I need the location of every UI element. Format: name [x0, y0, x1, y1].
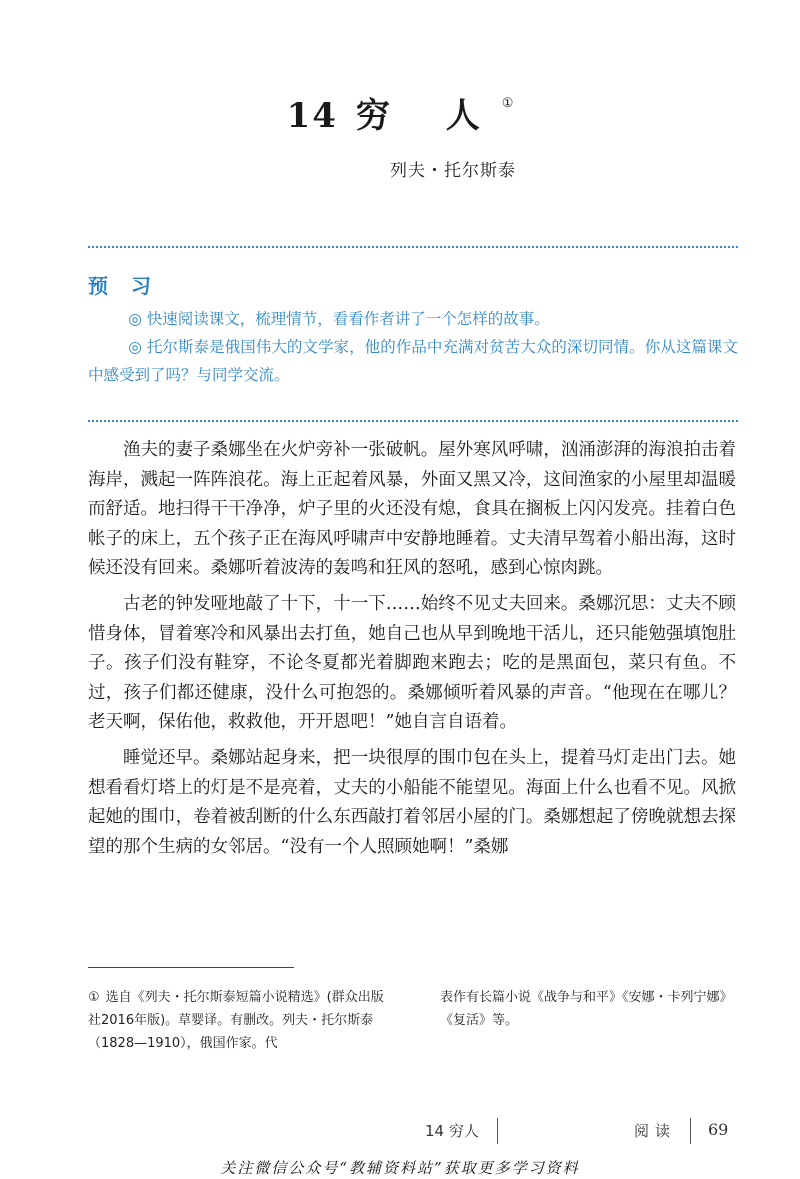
footer-section: 阅读	[634, 1122, 677, 1140]
title-footnote-mark: ①	[501, 96, 514, 111]
body-paragraph-1: 渔夫的妻子桑娜坐在火炉旁补一张破帆。屋外寒风呼啸，汹涌澎湃的海浪拍击着海岸，溅起一阵阵浪花。海上正起着风暴，外面又黑又冷，这间渔家的小屋里却温暖而舒适。地扫得干干净净，炉子里的火还没有熄，食具在搁板上闪闪发亮。挂着白色帐子的床上，五个孩子正在海风呼啸声中安静地睡着。丈夫清早驾着小船出海，这时候还没有回来。桑娜听着波涛的轰鸣和狂风的怒吼，感到心惊肉跳。	[88, 440, 736, 579]
footnote-left-text: 选自《列夫・托尔斯泰短篇小说精选》(群众出版社2016年版)。草婴译。有删改。列夫・托尔斯泰（1828—1910），俄国作家。代	[88, 990, 384, 1051]
footnote-mark: ①	[88, 990, 100, 1005]
preview-top-divider	[88, 246, 738, 248]
preview-bottom-divider	[88, 420, 738, 422]
lesson-body	[88, 436, 736, 868]
preview-item-1: ◎ 快速阅读课文，梳理情节，看看作者讲了一个怎样的故事。	[128, 310, 550, 328]
body-paragraph-2: 古老的钟发哑地敲了十下，十一下……始终不见丈夫回来。桑娜沉思：丈夫不顾惜身体，冒着寒冷和风暴出去打鱼，她自己也从早到晚地干活儿，还只能勉强填饱肚子。孩子们没有鞋穿，不论冬夏都光着脚跑来跑去；吃的是黑面包，菜只有鱼。不过，孩子们都还健康，没什么可抱怨的。桑娜倾听着风暴的声音。“他现在在哪儿？老天啊，保佑他，救救他，开开恩吧！”她自言自语着。	[88, 593, 736, 733]
footnote-left-column	[88, 986, 384, 1055]
footnote-right-column: 表作有长篇小说《战争与和平》《安娜・卡列宁娜》《复活》等。	[440, 990, 733, 1028]
lesson-title	[0, 88, 800, 137]
footnote-rule	[88, 967, 294, 968]
author-name: 列夫・托尔斯泰	[390, 161, 516, 181]
preview-heading: 预 习	[88, 274, 159, 298]
preview-item-2: ◎ 托尔斯泰是俄国伟大的文学家，他的作品中充满对贫苦大众的深切同情。你从这篇课文中感受到了吗？与同学交流。	[88, 338, 738, 384]
lesson-number: 14	[286, 96, 338, 136]
footer-chapter: 14 穷人	[425, 1122, 479, 1140]
preview-box	[88, 270, 738, 389]
body-paragraph-3: 睡觉还早。桑娜站起身来，把一块很厚的围巾包在头上，提着马灯走出门去。她想看看灯塔上的灯是不是亮着，丈夫的小船能不能望见。海面上什么也看不见。风掀起她的围巾，卷着被刮断的什么东西敲打着邻居小屋的门。桑娜想起了傍晚就想去探望的那个生病的女邻居。“没有一个人照顾她啊！”桑娜	[88, 747, 736, 857]
footer-divider-2	[690, 1118, 691, 1144]
watermark-text: 关注微信公众号“教辅资料站”获取更多学习资料	[220, 1159, 580, 1177]
lesson-title-text: 穷 人	[355, 96, 502, 136]
page-number: 69	[708, 1120, 729, 1139]
footer-divider-1	[497, 1118, 498, 1144]
